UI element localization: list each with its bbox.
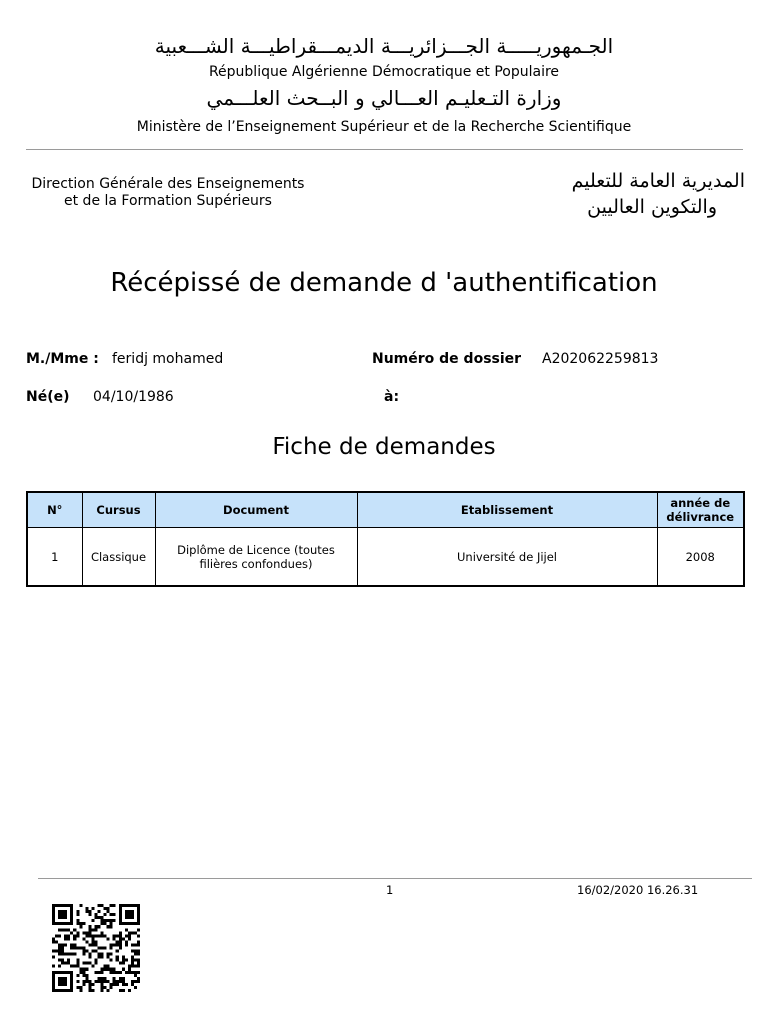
column-header-cursus: Cursus bbox=[82, 492, 155, 528]
birth-date-value: 04/10/1986 bbox=[93, 389, 174, 405]
direction-french bbox=[20, 176, 316, 210]
direction-arabic-line-1: المديرية العامة للتعليم bbox=[571, 170, 745, 192]
page-number: 1 bbox=[386, 883, 394, 897]
dossier-number-label: Numéro de dossier bbox=[372, 351, 522, 367]
header-divider bbox=[26, 149, 743, 150]
birth-date-label: Né(e) bbox=[26, 389, 70, 405]
cell-document: Diplôme de Licence (toutes filières confondues) bbox=[155, 528, 357, 587]
cell-cursus: Classique bbox=[82, 528, 155, 587]
birth-place-label: à: bbox=[384, 389, 400, 405]
footer-divider bbox=[38, 878, 752, 879]
document-title: Récépissé de demande d 'authentification bbox=[110, 268, 658, 298]
column-header-number: N° bbox=[27, 492, 82, 528]
column-header-document: Document bbox=[155, 492, 357, 528]
name-label: M./Mme : bbox=[26, 351, 99, 367]
requests-section-title: Fiche de demandes bbox=[272, 434, 496, 460]
direction-arabic-line-2: والتكوين العاليين bbox=[587, 196, 717, 218]
ministry-name-arabic: وزارة التـعليـم العـــالي و البــحث العلـــمي bbox=[206, 86, 562, 110]
table-header-row bbox=[27, 492, 744, 528]
name-value: feridj mohamed bbox=[112, 351, 224, 367]
ministry-name-french: Ministère de l’Enseignement Supérieur et de la Recherche Scientifique bbox=[136, 119, 632, 135]
qr-code-icon bbox=[52, 904, 140, 992]
cell-delivery-year: 2008 bbox=[657, 528, 744, 587]
column-header-delivery-year: année de délivrance bbox=[657, 492, 744, 528]
republic-name-french: République Algérienne Démocratique et Populaire bbox=[208, 64, 560, 80]
cell-number: 1 bbox=[27, 528, 82, 587]
cell-establishment: Université de Jijel bbox=[357, 528, 657, 587]
direction-french-line-2: et de la Formation Supérieurs bbox=[64, 193, 272, 209]
column-header-establishment: Etablissement bbox=[357, 492, 657, 528]
print-timestamp: 16/02/2020 16.26.31 bbox=[577, 883, 699, 897]
requests-table bbox=[26, 491, 745, 587]
dossier-number-value: A202062259813 bbox=[542, 351, 659, 367]
direction-french-line-1: Direction Générale des Enseignements bbox=[31, 176, 305, 192]
direction-arabic bbox=[540, 168, 745, 220]
republic-name-arabic: الجـمهوريـــــة الجـــزائريـــة الديمـــقراطيـــة الشـــعبية bbox=[154, 34, 614, 58]
table-row bbox=[27, 528, 744, 587]
